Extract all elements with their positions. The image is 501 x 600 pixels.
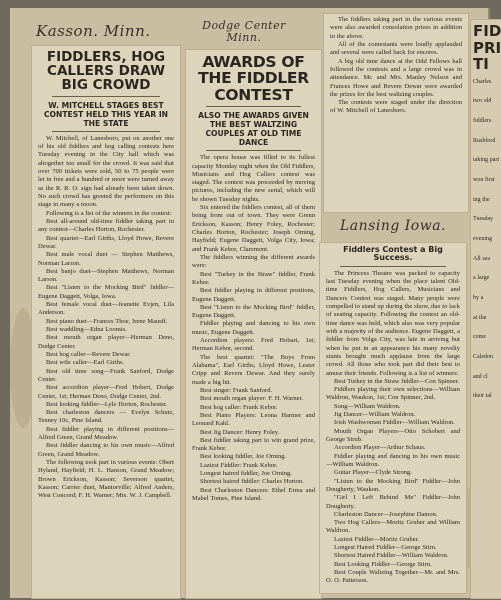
paragraph: Laziest Fiddler—Moritz Gruber. [334,535,420,543]
paragraph: Best mouth organ player: F. H. Warner. [200,395,303,403]
paragraph: Best Charleston Dancers: Ethel Erma and Mabel Tomes, Pine Island. [192,486,315,503]
paragraph: Best Jig Dancer: Henry Foley. [200,428,280,436]
paragraph: Irish Washwoman Fiddler—William Waldron. [334,419,455,427]
paragraph: Following is a list of the winners in the contest: [46,209,172,217]
paragraph: Accordion Player—Arthur Schaus. [334,444,426,452]
paragraph: The opera house was filled to its fullest capacity Monday night when the Old Fiddlers, Musicians and Hog Callers contest was staged. The contest was proceeded by moving pictures, including the new serial, which will be shown Tuesday nights. [192,154,315,203]
text-fragment: Charles [473,78,492,85]
paragraph: Best fiddler dancing to his own music—Alfred Green, Grand Meadow. [38,442,174,458]
paragraph: Best Piano Players: Leona Harmer and Leonard Kahl. [192,411,315,428]
text-fragment: evening [473,235,492,242]
paragraph: All of the contestants were loudly applauded and several were called back for encores. [330,40,462,57]
clipping-awards-fiddler-contest [186,50,321,598]
paragraph: Longest Haired Fiddler—George Stirn. [334,544,437,552]
paragraph: Best quartet—Earl Girths, Lloyd Howe, Revere Dewar. [38,234,174,250]
headline-fragment: PRI [473,38,501,57]
paragraph: Charleston Dancer—Josephine Damon. [334,510,438,518]
divider [206,106,301,107]
paragraph: Best Turkey in the Straw fiddler—Con Spinner. [334,377,460,385]
text-fragment: Tuesday [473,216,494,223]
handwritten-note-dodge-center: Dodge Center Minn. [202,19,286,44]
paragraph: Best female vocal duet—Jeanette Evjen, Lila Anderson. [38,301,174,317]
paragraph: Best fiddler playing in different positions, Eugene Daggett. [192,287,315,303]
paragraph: Best "Turkey in the Straw" fiddler, Frank Kebor. [192,270,315,286]
paragraph: Best looking fiddler, Joe Orning. [200,453,287,461]
text-fragment: Caledon [473,353,493,360]
clipping-lansing-contest [320,243,466,593]
clipping-body [330,16,462,116]
paragraph: Best old time song—Frank Sanford, Dodge Center. [38,367,174,383]
paragraph: Best "Listen to the Mocking Bird" fiddler—Eugene Daggett, Volga, Iowa. [38,284,174,300]
clipping-body [192,154,315,503]
headline-fragment: TI [473,55,489,73]
paragraph: Longest haired fiddler, Joe Orning. [200,470,292,478]
paragraph: Best mouth organ player—Herman Deno, Dodge Center. [38,334,174,350]
paragraph: Best male vocal duet — Stephen Matthews, Norman Larson. [38,251,174,267]
text-fragment: by a [473,294,484,301]
paragraph: Best charleston dancers — Evelyn Schutz, Tenney 10c, Pine Island. [38,409,174,425]
paragraph: Shortest Haired Fiddler—William Waldron. [334,552,449,560]
clipping-body [326,270,460,586]
clipping-fiddlers-hog-callers [32,46,180,598]
paragraph: Song—William Waldron. [334,402,401,410]
paragraph: The fiddlers winning the different awards were: [192,253,315,270]
paragraph: Fiddler playing and dancing to his own music—William Waldron. [326,452,460,468]
clipping-edge-partial [471,20,501,598]
clipping-headline: FIDDLERS, HOG CALLERS DRAW BIG CROWD [46,49,166,94]
paragraph: Best hog caller: Frank Kebor. [200,403,278,411]
paragraph: Laziest Fiddler: Frank Kebor. [200,461,278,469]
paragraph: Best banjo duet—Stephen Matthews, Norman Larson. [38,267,174,284]
paragraph: Best piano duet—Frances Thoe, Irene Mausff. [46,317,168,325]
paragraph: The following took part in various events: Obert Hyland, Hayfield; H. L. Hanson, Grand Meadow; Brown Erickson, Kasson; Severson quartet, Kasson; Carrier duet, Mantorville; Alfred Anders, West Concord; F. H. Warner; Mrs. W. J. Campbell. [38,459,174,500]
clipping-deck: ALSO THE AWARDS GIVEN THE BEST WALTZING COUPLES AT OLD TIME DANCE [198,110,309,148]
paragraph: Six entered the fiddlers contest, all of them being from out of town. They were Grenn Erickson, Kasson; Henry Foley, Rochester; Charles Horton, Rochester; Joseph Orning, Hayfield; Eugene Daggett, Volga City, Iowa; and Frank Kebor, Claremont. [192,204,315,253]
headline-fragment: FID [473,22,501,40]
clipping-headline: Fiddlers Contest a Big Success. [343,245,443,263]
clipping-deck: W. MITCHELL STAGES BEST CONTEST HELD THIS YEAR IN THE STATE [43,100,169,128]
divider [52,131,160,132]
paragraph: Best Looking Fiddler—George Stirn. [334,560,432,568]
text-fragment: two old [473,98,492,105]
text-fragment: a large [473,275,490,282]
paragraph: A big old time dance at the Odd Fellows hall followed the contests and a large crowd was in attendance. Mr. and Mrs. Manley Nelson and Frances Howe and Revere Dewar were awarded the prizes for the best waltzing couples. [330,57,462,98]
text-fragment: ing the [473,196,490,203]
paragraph: Fiddler playing and dancing to his own music, Eugene Daggett. [192,320,315,336]
paragraph: "Girl I Left Behind Me" Fiddler—John Dougherty. [326,494,460,510]
paragraph: Two Hog Callers—Moritz Gruber and William Waldron. [326,519,460,535]
paragraph: Best wife caller—Earl Girths. [46,359,125,367]
clipping-headline: AWARDS OF THE FIDDLER CONTEST [198,53,309,104]
handwritten-note-lansing: Lansing Iowa. [340,218,446,234]
paragraph: Best hog caller—Revere Dewar. [46,350,131,358]
text-fragment: taking part [473,157,500,164]
paragraph: Best singer: Frank Sanford. [200,386,273,394]
paragraph: Mouth Organ Players—Otto Schobert and George Strub. [326,427,460,444]
divider [206,150,301,151]
paragraph: Best Couple Waltzing Together—Mr. and Mrs. O. O. Patterson. [326,569,460,585]
paragraph: Best waddling—Edna Loomis. [46,326,127,334]
paragraph: The Princess Theatre was packed to capacity last Tuesday evening when the place talent Old-time Fiddlers, Hog Callers, Musicians and Dancers Contest was staged. Many people were compelled to stand up during the show, due to lack of seating capacity. Following the contest an old-time dance was held, which also was very popular with a majority of the audience. Eugene Daggett, a fiddler from Volga City, was late in arriving but when he put in an appearance his many novelty stunts brought much applause from the large crowd. All those who took part did their best to amuse their friends. Following is a list of winners: [326,269,460,377]
paragraph: Fiddlers playing their own selections—William Waldron, Waukon, 1st; Con Spinner, 2nd. [326,386,460,402]
text-fragment: and cl [473,373,488,380]
text-fragment: All sea [473,255,491,262]
paragraph: Guitar Player—Clyde Strong. [334,469,412,477]
text-fragment: at the [473,314,487,321]
paragraph: Best accordion player—Fred Hobert, Dodge Center, 1st; Herman Deno, Dodge Center, 2nd. [38,384,174,400]
paragraph: Best fiddler playing in different positions—Alfred Green, Grand Meadow. [38,425,174,442]
paragraph: The fiddlers taking part in the various events were also awarded consolation prizes in addition to the above. [330,16,462,40]
text-fragment: Rushford [473,137,496,144]
paragraph: Best fiddler taking part to win grand prize, Frank Kebor. [192,436,315,453]
handwritten-note-kasson: Kasson. Minn. [36,22,151,40]
paragraph: The best quartet: "The Boys From Alabama", Earl Girths, Lloyd Howe, Lester Cripp and Revere Dewar. And they surely made a big hit. [192,353,315,386]
paragraph: Best "Listen to the Mocking Bird" fiddler, Eugene Daggett. [192,303,315,320]
divider [52,96,160,97]
paragraph: Jig Dancer—William Waldron. [334,411,416,419]
clipping-body [38,135,174,501]
clipping-continuation [324,14,468,212]
paragraph: Shortest haired fiddler: Charles Horton. [200,478,304,486]
clipping-headline [473,23,499,73]
divider [340,266,446,267]
text-fragment: fiddlers [473,117,492,124]
paragraph: "Listen to the Mocking Bird" Fiddler—John Dougherty, Waukon. [326,477,460,493]
text-fragment: come [473,334,486,341]
paragraph: Accordion players: Fred Hobart, 1st; Herman Kebor, second. [192,337,315,353]
paragraph: Best looking fiddler—Lyle Horton, Rochester. [46,400,168,408]
paragraph: The contests were staged under the direction of W. Mitchell of Lanesboro. [330,99,462,115]
paragraph: Best all-around old-time fiddler taking part in any contest—Charles Horton, Rochester. [38,217,174,234]
clipping-body [473,79,499,401]
scrapbook-page [10,8,501,598]
text-fragment: won first [473,176,495,183]
paragraph: W. Mitchell, of Lanesboro, put on another one of his old fiddlers and hog calling contests here Tuesday evening in the City hall which was altogether too small for the crowd. It was said that over 700 tickets were sold, 50 to 75 people were let in free and a hundred or more were turned away as the R. R. O. sign had already been taken down. No such crowd has greeted the performers on this stage in many a moon. [38,134,174,209]
text-fragment: their tal [473,393,492,400]
